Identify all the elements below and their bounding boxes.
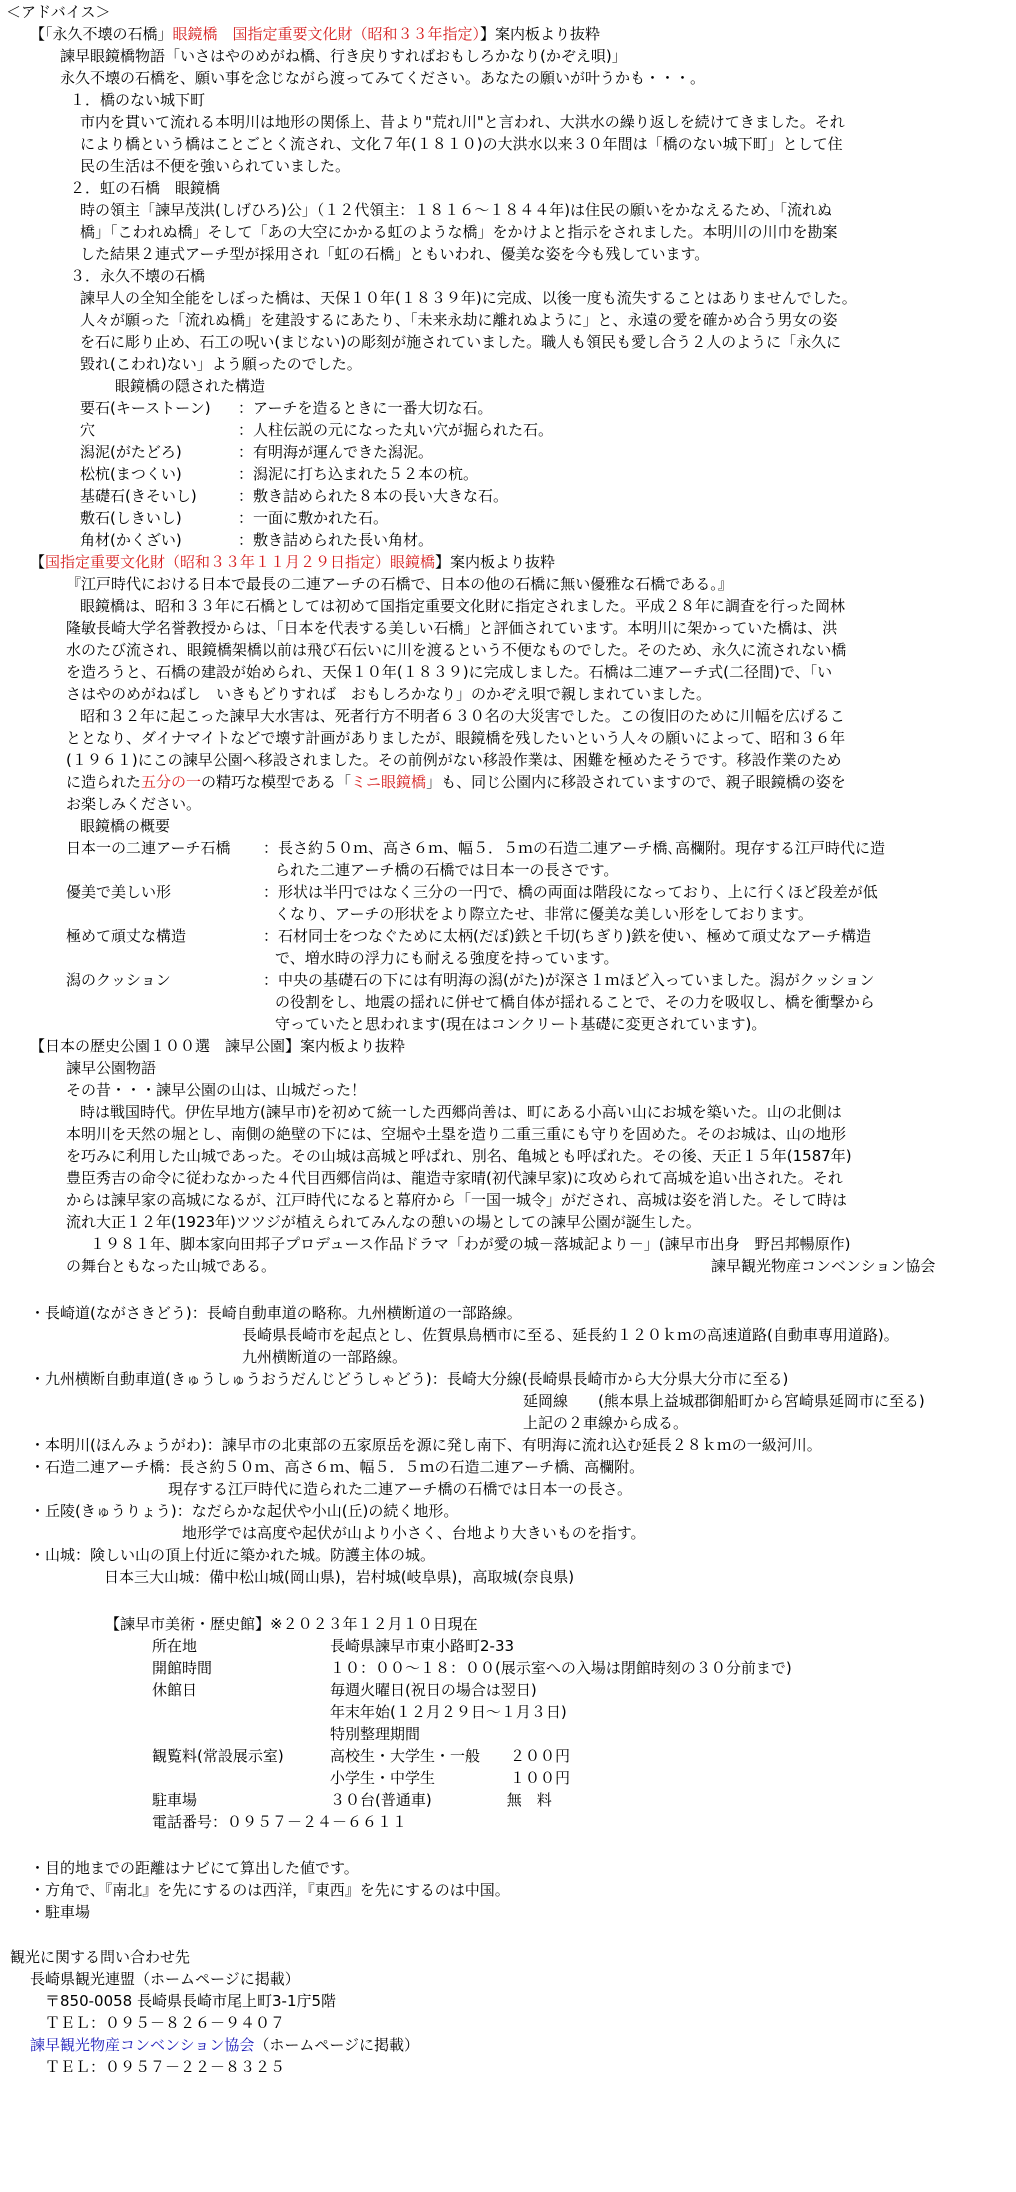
overview-desc: の役割をし、地震の揺れに併せて橋自体が揺れることで、その力を吸収し、橋を衝撃から bbox=[275, 993, 875, 1011]
sec2-title-pre: 【 bbox=[30, 553, 46, 571]
p3-line: 諫早人の全知全能をしぼった橋は、天保１０年(１８３９年)に完成、以後一度も流失することはありませんでした。 bbox=[80, 289, 857, 307]
sec2-title-red: 国指定重要文化財（昭和３３年１１月２９日指定）眼鏡橋 bbox=[45, 553, 436, 571]
advice-header: ＜アドバイス＞ bbox=[6, 3, 111, 21]
sec2-title-post: 】案内板より抜粋 bbox=[435, 553, 556, 571]
sec3-line: 豊臣秀吉の命令に従わなかった４代目西郷信尚は、龍造寺家晴(初代諫早家)に攻められて高城を追い出された。それ bbox=[66, 1169, 843, 1187]
contact-tel1: ＴＥＬ：０９５－８２６－９４０７ bbox=[45, 2014, 286, 2032]
sec3-line: １９８１年、脚本家向田邦子プロデュース作品ドラマ「わが愛の城－落城記より－」(諫早市出身 野呂邦暢原作) bbox=[90, 1235, 851, 1253]
overview-term: 極めて頑丈な構造 bbox=[66, 927, 187, 945]
gloss-hill-line: 地形学では高度や起伏が山より小さく、台地より大きいものを指す。 bbox=[182, 1524, 646, 1542]
gloss-nagasaki-line: 九州横断道の一部路線。 bbox=[242, 1348, 408, 1366]
sec3-line: からは諫早家の高城になるが、江戸時代になると幕府から「一国一城令」がだされ、高城は姿を消した。そして時は bbox=[66, 1191, 847, 1209]
hidden-term: 角材(かくざい) bbox=[80, 531, 182, 549]
p1-title: １．橋のない城下町 bbox=[70, 91, 206, 109]
museum-label: 所在地 bbox=[152, 1637, 198, 1655]
sec2-line: を造ろうと、石橋の建設が始められ、天保１０年(１８３９)に完成しました。石橋は二連アーチ式(二径間)で、「い bbox=[66, 663, 833, 681]
contact-tel2: ＴＥＬ：０９５７－２２－８３２５ bbox=[45, 2058, 286, 2076]
museum-value: 小学生・中学生 １００円 bbox=[330, 1769, 571, 1787]
intro: 永久不壊の石橋を、願い事を念じながら渡ってみてください。あなたの願いが叶うかも・・・。 bbox=[60, 69, 706, 87]
overview-desc: ：中央の基礎石の下には有明海の潟(がた)が深さ１ｍほど入っていました。潟がクッション bbox=[263, 971, 875, 989]
contact-org1: 長崎県観光連盟（ホームページに掲載） bbox=[30, 1970, 300, 1988]
museum-title: 【諫早市美術・歴史館】※２０２３年１２月１０日現在 bbox=[105, 1615, 478, 1633]
gloss-yamajiro-line: 日本三大山城：備中松山城(岡山県)，岩村城(岐阜県)，高取城(奈良県) bbox=[104, 1568, 575, 1586]
gloss-yamajiro: ・山城：険しい山の頂上付近に築かれた城。防護主体の城。 bbox=[30, 1546, 436, 1564]
overview-desc: られた二連アーチ橋の石橋では日本一の長さです。 bbox=[275, 861, 619, 879]
sec3-subtitle: 諫早公園物語 bbox=[66, 1059, 157, 1077]
sec2-line: さはやのめがねばし いきもどりすれば おもしろかなり」のかぞえ唄で親しまれていました。 bbox=[66, 685, 712, 703]
gloss-kyushu-line: 延岡線 (熊本県上益城郡御船町から宮崎県延岡市に至る) bbox=[523, 1392, 925, 1410]
overview-term: 潟のクッション bbox=[66, 971, 171, 989]
hidden-desc: ：アーチを造るときに一番大切な石。 bbox=[238, 399, 493, 417]
gloss-kyushu-line: 上記の２車線から成る。 bbox=[523, 1414, 689, 1432]
mixed-post: 」も、同じ公園内に移設されていますので、親子眼鏡橋の姿を bbox=[426, 773, 846, 791]
museum-value: 高校生・大学生・一般 ２００円 bbox=[330, 1747, 571, 1765]
sec2-line: (１９６１)にこの諫早公園へ移設されました。その前例がない移設作業は、困難を極めたそうです。移設作業のため bbox=[66, 751, 842, 769]
hidden-term: 敷石(しきいし) bbox=[80, 509, 182, 527]
gloss-arch-line: 現存する江戸時代に造られた二連アーチ橋の石橋では日本一の長さ。 bbox=[168, 1480, 632, 1498]
sec3-lead: その昔・・・諫早公園の山は、山城だった！ bbox=[66, 1081, 367, 1099]
sec2-line: ととなり、ダイナマイトなどで壊す計画がありましたが、眼鏡橋を残したいという人々の願いによって、昭和３６年 bbox=[66, 729, 846, 747]
sec2-quote: 『江戸時代における日本で最長の二連アーチの石橋で、日本の他の石橋に無い優雅な石橋である。』 bbox=[66, 575, 733, 593]
hidden-desc: ：敷き詰められた８本の長い大きな石。 bbox=[238, 487, 509, 505]
museum-label: 駐車場 bbox=[152, 1791, 198, 1809]
p3-title: ３．永久不壊の石橋 bbox=[70, 267, 206, 285]
p3-line: 毀れ(こわれ)ない」よう願ったのでした。 bbox=[80, 355, 362, 373]
hidden-desc: ：敷き詰められた長い角材。 bbox=[238, 531, 434, 549]
sec2-line: 隆敏長崎大学名誉教授からは、「日本を代表する美しい石橋」と評価されています。本明川に架かっていた橋は、洪 bbox=[66, 619, 838, 637]
mixed-red-mini: ミニ眼鏡橋 bbox=[351, 773, 427, 791]
p2-line: 橋」「こわれぬ橋」そして「あの大空にかかる虹のような橋」をかけよと指示をされました。本明川の川巾を勘案 bbox=[80, 223, 838, 241]
sec1-title bbox=[30, 24, 600, 46]
gloss-arch: ・石造二連アーチ橋：長さ約５０ｍ、高さ６ｍ、幅５．５ｍの石造二連アーチ橋、高欄附。 bbox=[30, 1458, 645, 1476]
museum-label: 観覧料(常設展示室) bbox=[152, 1747, 284, 1765]
p1-line: により橋という橋はことごとく流され、文化７年(１８１０)の大洪水以来３０年間は「橋のない城下町」として住 bbox=[80, 135, 843, 153]
mixed-mid: の精巧な模型である「 bbox=[201, 773, 352, 791]
hidden-desc: ：潟泥に打ち込まれた５２本の杭。 bbox=[238, 465, 479, 483]
overview-desc: 守っていたと思われます(現在はコンクリート基礎に変更されています)。 bbox=[275, 1015, 767, 1033]
gloss-nagasaki-line: 長崎県長崎市を起点とし、佐賀県鳥栖市に至る、延長約１２０ｋｍの高速道路(自動車専用道路)。 bbox=[242, 1326, 899, 1344]
story-title: 諫早眼鏡橋物語「いさはやのめがね橋、行き戻りすればおもしろかなり(かぞえ唄)」 bbox=[60, 47, 627, 65]
p3-line: を石に彫り止め、石工の呪い(まじない)の彫刻が施されていました。職人も領民も愛し合う２人のように「永久に bbox=[80, 333, 842, 351]
p3-line: 人々が願った「流れぬ橋」を建設するにあたり、「未来永劫に離れぬように」と、永遠の愛を確かめ合う男女の姿 bbox=[80, 311, 838, 329]
hidden-term: 潟泥(がたどろ) bbox=[80, 443, 182, 461]
museum-phone: 電話番号：０９５７－２４－６６１１ bbox=[152, 1813, 408, 1831]
p2-title: ２．虹の石橋 眼鏡橋 bbox=[70, 179, 221, 197]
sec3-line: を巧みに利用した山城であった。その山城は高城と呼ばれ、別名、亀城とも呼ばれた。その後、天正１５年(1587年) bbox=[66, 1147, 852, 1165]
contact-org2-note: （ホームページに掲載） bbox=[254, 2036, 420, 2054]
sec2-title bbox=[30, 552, 555, 574]
sec1-title-post: 】案内板より抜粋 bbox=[480, 25, 601, 43]
note-item: ・目的地までの距離はナビにて算出した値です。 bbox=[30, 1859, 359, 1877]
hidden-desc: ：人柱伝説の元になった丸い穴が掘られた石。 bbox=[238, 421, 554, 439]
sec2-line: お楽しみください。 bbox=[66, 795, 202, 813]
museum-label: 休館日 bbox=[152, 1681, 198, 1699]
sec1-title-pre: 【「永久不壊の石橋」 bbox=[30, 25, 173, 43]
gloss-kyushu: ・九州横断自動車道(きゅうしゅうおうだんじどうしゃどう)：長崎大分線(長崎県長崎市から大分県大分市に至る) bbox=[30, 1370, 789, 1388]
p1-line: 民の生活は不便を強いられていました。 bbox=[80, 157, 351, 175]
mixed-red-fifth: 五分の一 bbox=[141, 773, 202, 791]
gloss-nagasaki: ・長崎道(ながさきどう)：長崎自動車道の略称。九州横断道の一部路線。 bbox=[30, 1304, 522, 1322]
overview-desc: ：石材同士をつなぐために太柄(だぼ)鉄と千切(ちぎり)鉄を使い、極めて頑丈なアーチ構造 bbox=[263, 927, 871, 945]
overview-desc: ：長さ約５０ｍ、高さ６ｍ、幅５．５ｍの石造二連アーチ橋､高欄附。現存する江戸時代に造 bbox=[263, 839, 886, 857]
overview-title: 眼鏡橋の概要 bbox=[80, 817, 171, 835]
sec2-line: 水のたび流され、眼鏡橋架橋以前は飛び石伝いに川を渡るという不便なものでした。そのため、永久に流されない橋 bbox=[66, 641, 847, 659]
overview-term: 日本一の二連アーチ石橋 bbox=[66, 839, 231, 857]
sec2-line: 昭和３２年に起こった諫早大水害は、死者行方不明者６３０名の大災害でした。この復旧のために川幅を広げるこ bbox=[80, 707, 845, 725]
museum-value: ３０台(普通車) 無 料 bbox=[330, 1791, 552, 1809]
sec3-title: 【日本の歴史公園１００選 諫早公園】案内板より抜粋 bbox=[30, 1037, 406, 1055]
sec3-line: 流れ大正１２年(1923年)ツツジが植えられてみんなの憩いの場としての諫早公園が誕生した。 bbox=[66, 1213, 701, 1231]
p1-line: 市内を貫いて流れる本明川は地形の関係上、昔より"荒れ川"と言われ、大洪水の繰り返しを続けてきました。それ bbox=[80, 113, 845, 131]
sec1-title-red: 眼鏡橋 国指定重要文化財（昭和３３年指定） bbox=[172, 25, 481, 43]
p2-line: した結果２連式アーチ型が採用され「虹の石橋」ともいわれ、優美な姿を今も残しています。 bbox=[80, 245, 710, 263]
sec3-line: 時は戦国時代。伊佐早地方(諫早市)を初めて統一した西郷尚善は、町にある小高い山にお城を築いた。山の北側は bbox=[80, 1103, 842, 1121]
note-item: ・駐車場 bbox=[30, 1903, 91, 1921]
museum-label: 開館時間 bbox=[152, 1659, 213, 1677]
hidden-term: 松杭(まつくい) bbox=[80, 465, 182, 483]
overview-desc: ：形状は半円ではなく三分の一円で、橋の両面は階段になっており、上に行くほど段差が低 bbox=[263, 883, 878, 901]
contact-org2-link[interactable]: 諫早観光物産コンベンション協会 bbox=[30, 2036, 255, 2054]
hidden-term: 基礎石(きそいし) bbox=[80, 487, 197, 505]
contact-title: 観光に関する問い合わせ先 bbox=[10, 1948, 191, 1966]
sec2-line: 眼鏡橋は、昭和３３年に石橋としては初めて国指定重要文化財に指定されました。平成２８年に調査を行った岡林 bbox=[80, 597, 846, 615]
overview-desc: で、増水時の浮力にも耐える強度を持っています。 bbox=[275, 949, 619, 967]
museum-value: 毎週火曜日(祝日の場合は翌日) bbox=[330, 1681, 537, 1699]
hidden-term: 穴 bbox=[80, 421, 96, 439]
gloss-hill: ・丘陵(きゅうりょう)：なだらかな起伏や小山(丘)の続く地形。 bbox=[30, 1502, 459, 1520]
hidden-desc: ：有明海が運んできた潟泥。 bbox=[238, 443, 434, 461]
overview-desc: くなり、アーチの形状をより際立たせ、非常に優美な美しい形をしております。 bbox=[275, 905, 813, 923]
contact-org2 bbox=[30, 2035, 419, 2057]
note-item: ・方角で、『南北』を先にするのは西洋，『東西』を先にするのは中国。 bbox=[30, 1881, 510, 1899]
contact-addr1: 〒850-0058 長崎県長崎市尾上町3-1庁5階 bbox=[45, 1992, 337, 2010]
sec3-last-left: の舞台ともなった山城である。 bbox=[66, 1257, 277, 1275]
hidden-term: 要石(キーストーン) bbox=[80, 399, 211, 417]
sec3-line: 本明川を天然の堀とし、南側の絶壁の下には、空堀や土塁を造り二重三重にも守りを固めた。そのお城は、山の地形 bbox=[66, 1125, 847, 1143]
gloss-honmyo: ・本明川(ほんみょうがわ)：諫早市の北東部の五家原岳を源に発し南下、有明海に流れ込む延長２８ｋｍの一級河川。 bbox=[30, 1436, 822, 1454]
mixed-pre: に造られた bbox=[66, 773, 142, 791]
sec2-mixed-line bbox=[66, 772, 846, 794]
hidden-structure-title: 眼鏡橋の隠された構造 bbox=[115, 377, 266, 395]
sec3-last-right: 諫早観光物産コンベンション協会 bbox=[711, 1257, 936, 1275]
overview-term: 優美で美しい形 bbox=[66, 883, 172, 901]
museum-value: 特別整理期間 bbox=[330, 1725, 421, 1743]
hidden-desc: ：一面に敷かれた石。 bbox=[238, 509, 389, 527]
museum-value: 長崎県諫早市東小路町2-33 bbox=[330, 1637, 515, 1655]
museum-value: 年末年始(１２月２９日～１月３日) bbox=[330, 1703, 567, 1721]
museum-value: １０：００～１８：００(展示室への入場は閉館時刻の３０分前まで) bbox=[330, 1659, 792, 1677]
p2-line: 時の領主「諫早茂洪(しげひろ)公」（１２代領主：１８１６～１８４４年)は住民の願いをかなえるため、「流れぬ bbox=[80, 201, 832, 219]
